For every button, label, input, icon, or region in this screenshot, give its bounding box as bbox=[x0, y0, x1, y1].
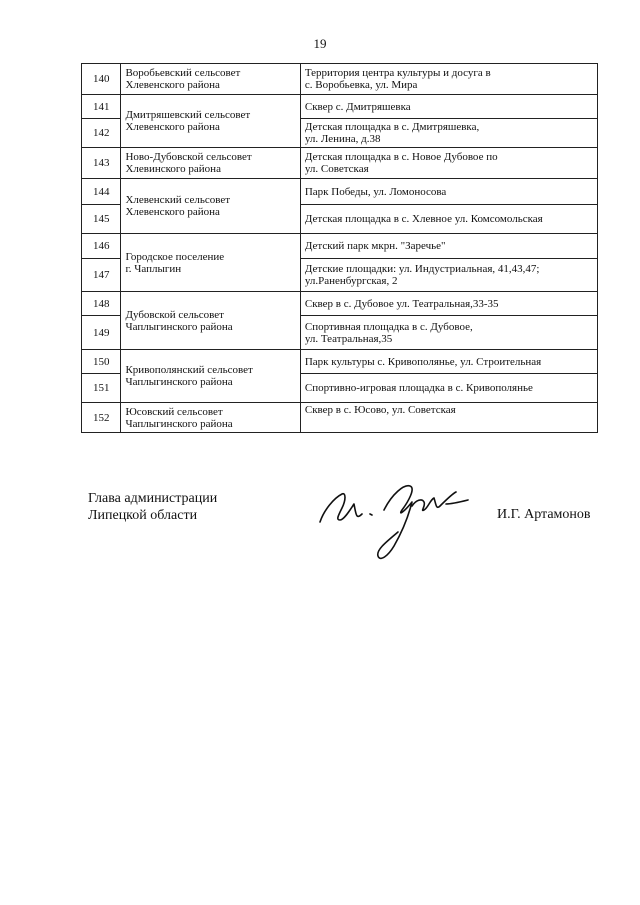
position-line: Липецкой области bbox=[88, 508, 198, 523]
row-number: 144 bbox=[82, 179, 121, 205]
territory-line: Парк культуры с. Кривополянье, ул. Строительная bbox=[304, 355, 542, 368]
territory-line: с. Воробьевка, ул. Мира bbox=[304, 79, 418, 91]
territory-cell bbox=[300, 350, 597, 374]
signatory-position bbox=[88, 490, 217, 524]
table-row bbox=[82, 179, 598, 205]
territory-line: Территория центра культуры и досуга в bbox=[304, 67, 491, 79]
territory-line: Детский парк мкрн. "Заречье" bbox=[304, 240, 446, 252]
municipality-cell bbox=[121, 350, 300, 403]
territory-cell bbox=[300, 374, 597, 403]
territory-line: Детская площадка в с. Дмитряшевка, bbox=[304, 121, 480, 133]
municipality-line: Хлевенского района bbox=[125, 206, 220, 218]
municipality-line: Дмитряшевский сельсовет bbox=[125, 109, 251, 121]
row-number: 143 bbox=[82, 148, 121, 179]
table-row bbox=[82, 64, 598, 95]
territory-line: Сквер в с. Дубовое ул. Театральная,33-35 bbox=[304, 297, 499, 310]
territory-line: Парк Победы, ул. Ломоносова bbox=[304, 185, 447, 198]
row-number: 145 bbox=[82, 205, 121, 234]
municipality-line: Кривополянский сельсовет bbox=[125, 364, 253, 376]
position-line: Глава администрации bbox=[88, 491, 218, 506]
municipality-line: Хлевенского района bbox=[125, 121, 220, 133]
territory-cell bbox=[300, 316, 597, 350]
table-row bbox=[82, 234, 598, 259]
territory-cell bbox=[300, 95, 597, 119]
territory-line: Детская площадка в с. Хлевное ул. Комсомольская bbox=[304, 213, 543, 225]
municipality-line: Чаплыгинского района bbox=[125, 417, 233, 430]
territory-cell bbox=[300, 179, 597, 205]
row-number: 141 bbox=[82, 95, 121, 119]
territory-cell bbox=[300, 64, 597, 95]
table-row bbox=[82, 292, 598, 316]
territory-line: Детская площадка в с. Новое Дубовое по bbox=[304, 151, 498, 163]
municipality-line: Дубовской сельсовет bbox=[125, 308, 224, 321]
municipality-cell bbox=[121, 95, 300, 148]
municipality-line: Городское поселение bbox=[125, 250, 225, 263]
municipality-cell bbox=[121, 234, 300, 292]
territory-cell bbox=[300, 119, 597, 148]
row-number: 148 bbox=[82, 292, 121, 316]
row-number: 146 bbox=[82, 234, 121, 259]
row-number: 140 bbox=[82, 64, 121, 95]
row-number: 150 bbox=[82, 350, 121, 374]
territory-cell bbox=[300, 259, 597, 292]
municipality-line: Хлевинского района bbox=[125, 163, 221, 175]
registry-table bbox=[81, 63, 598, 433]
territory-cell bbox=[300, 234, 597, 259]
municipality-line: Воробьевский сельсовет bbox=[125, 67, 241, 79]
territory-cell bbox=[300, 205, 597, 234]
territory-line: Сквер в с. Юсово, ул. Советская bbox=[304, 404, 456, 416]
territory-cell bbox=[300, 403, 597, 433]
table-row bbox=[82, 350, 598, 374]
municipality-line: Хлевенский сельсовет bbox=[125, 194, 231, 206]
handwritten-signature bbox=[312, 470, 482, 570]
municipality-line: Чаплыгинского района bbox=[125, 320, 233, 333]
municipality-cell bbox=[121, 148, 300, 179]
row-number: 149 bbox=[82, 316, 121, 350]
territory-line: Сквер с. Дмитряшевка bbox=[304, 100, 411, 113]
row-number: 147 bbox=[82, 259, 121, 292]
territory-line: ул. Ленина, д.38 bbox=[304, 133, 381, 145]
municipality-line: Ново-Дубовской сельсовет bbox=[125, 151, 252, 163]
row-number: 152 bbox=[82, 403, 121, 433]
table-row bbox=[82, 403, 598, 433]
territory-line: ул. Театральная,35 bbox=[304, 332, 393, 345]
table-row bbox=[82, 95, 598, 119]
row-number: 151 bbox=[82, 374, 121, 403]
territory-line: Спортивная площадка в с. Дубовое, bbox=[304, 320, 473, 333]
territory-cell bbox=[300, 148, 597, 179]
territory-line: Спортивно-игровая площадка в с. Кривополянье bbox=[304, 382, 533, 394]
municipality-line: Юсовский сельсовет bbox=[125, 405, 223, 418]
row-number: 142 bbox=[82, 119, 121, 148]
territory-line: Детские площадки: ул. Индустриальная, 41,43,47; bbox=[304, 263, 540, 275]
municipality-cell bbox=[121, 64, 300, 95]
territory-cell bbox=[300, 292, 597, 316]
page-number: 19 bbox=[313, 36, 327, 51]
territory-line: ул.Раненбургская, 2 bbox=[304, 275, 398, 287]
municipality-cell bbox=[121, 179, 300, 234]
territory-line: ул. Советская bbox=[304, 163, 369, 175]
signatory-name: И.Г. Артамонов bbox=[497, 507, 591, 522]
municipality-cell bbox=[121, 292, 300, 350]
municipality-line: Хлевенского района bbox=[125, 79, 220, 91]
municipality-cell bbox=[121, 403, 300, 433]
municipality-line: Чаплыгинского района bbox=[125, 376, 233, 388]
table-row bbox=[82, 148, 598, 179]
municipality-line: г. Чаплыгин bbox=[125, 262, 182, 275]
